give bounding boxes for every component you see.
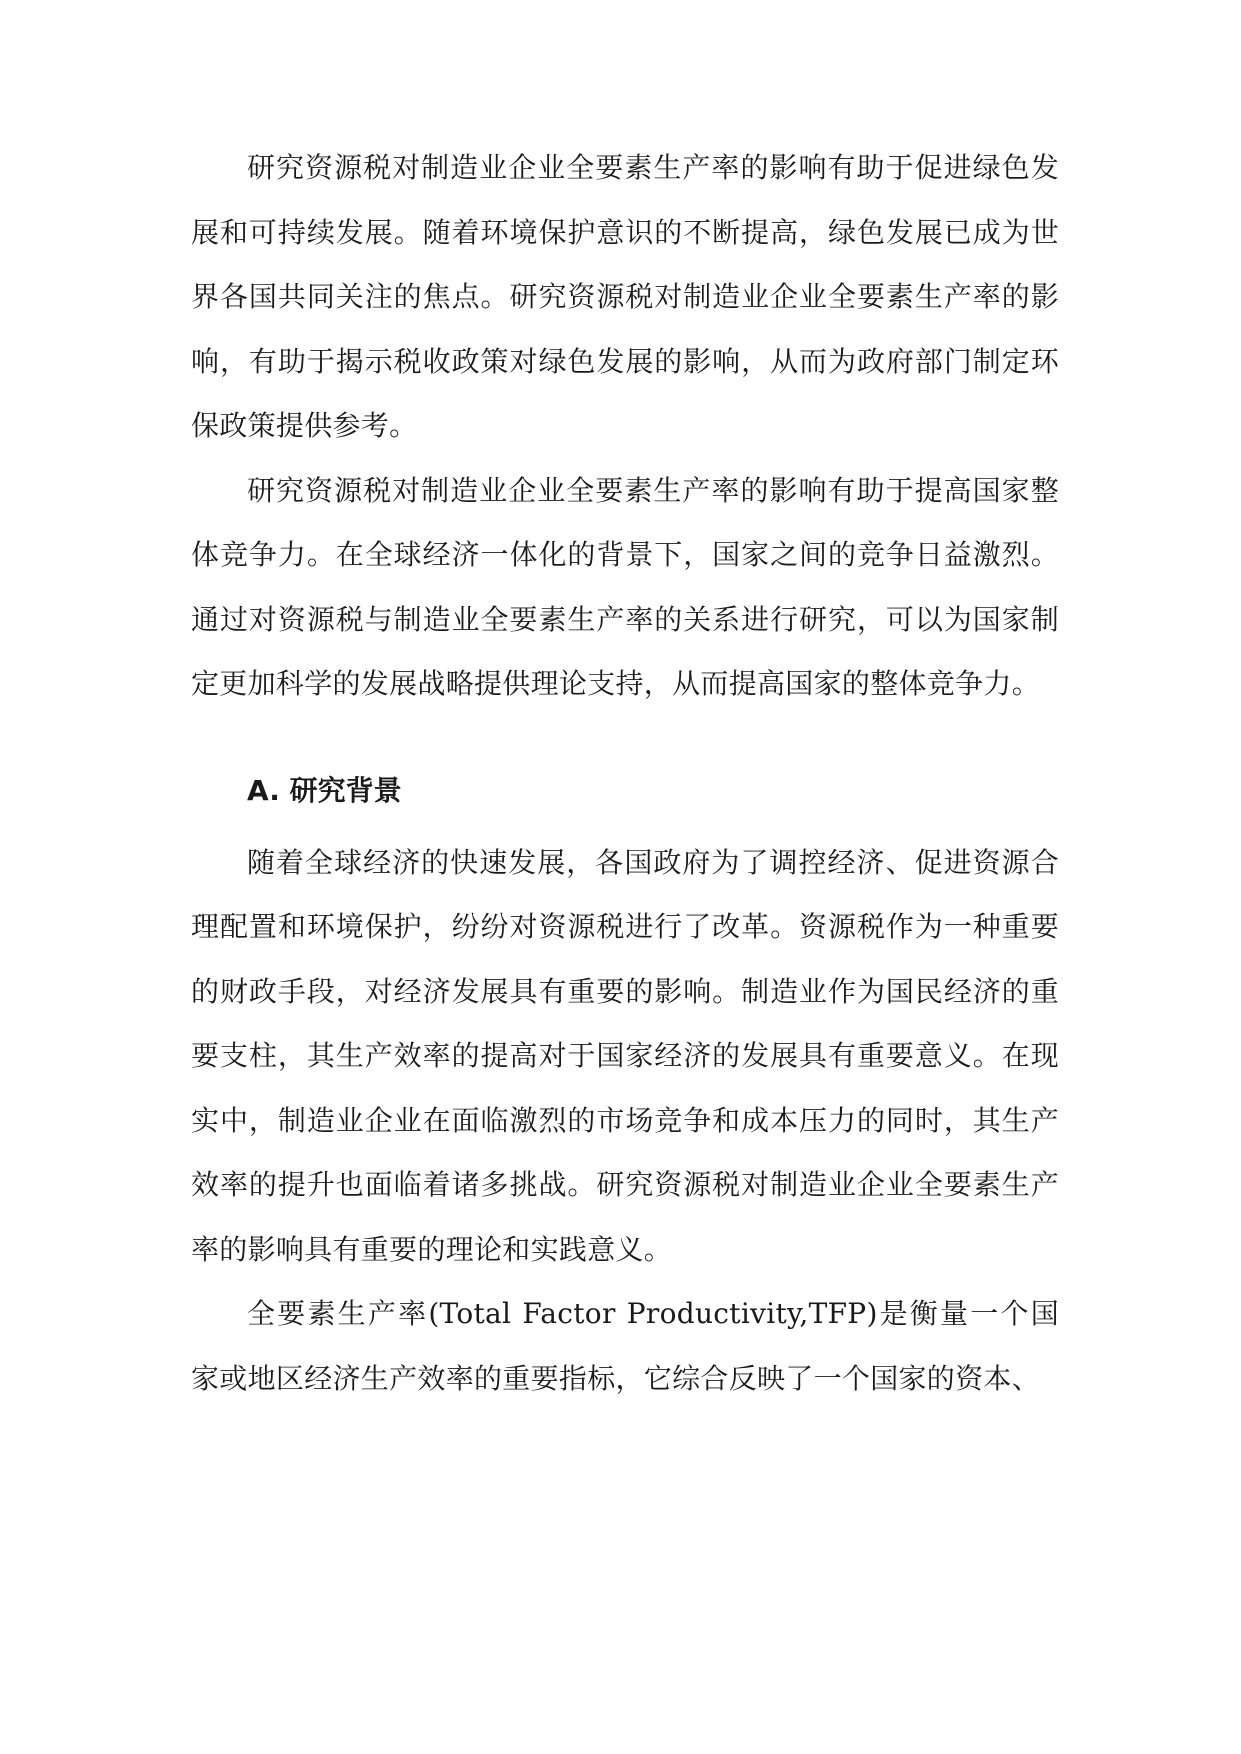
paragraph-tfp-definition: 全要素生产率(Total Factor Productivity,TFP)是衡量一个国家或地区经济生产效率的重要指标，它综合反映了一个国家的资本、 — [191, 1297, 1059, 1395]
paragraph-research-background: 随着全球经济的快速发展，各国政府为了调控经济、促进资源合理配置和环境保护，纷纷对资源税进行了改革。资源税作为一种重要的财政手段，对经济发展具有重要的影响。制造业作为国民经济的重要支柱，其生产效率的提高对于国家经济的发展具有重要意义。在现实中，制造业企业在面临激烈的市场竞争和成本压力的同时，其生产效率的提升也面临着诸多挑战。研究资源税对制造业企业全要素生产率的影响具有重要的理论和实践意义。 — [191, 845, 1059, 1266]
section-heading: A. 研究背景 — [247, 773, 402, 807]
paragraph-green-development: 研究资源税对制造业企业全要素生产率的影响有助于促进绿色发展和可持续发展。随着环境保护意识的不断提高，绿色发展已成为世界各国共同关注的焦点。研究资源税对制造业企业全要素生产率的影响，有助于揭示税收政策对绿色发展的影响，从而为政府部门制定环保政策提供参考。 — [191, 151, 1059, 442]
paragraph-national-competitiveness: 研究资源税对制造业企业全要素生产率的影响有助于提高国家整体竞争力。在全球经济一体化的背景下，国家之间的竞争日益激烈。通过对资源税与制造业全要素生产率的关系进行研究，可以为国家制定更加科学的发展战略提供理论支持，从而提高国家的整体竞争力。 — [191, 473, 1059, 700]
document-body — [191, 136, 1059, 1411]
